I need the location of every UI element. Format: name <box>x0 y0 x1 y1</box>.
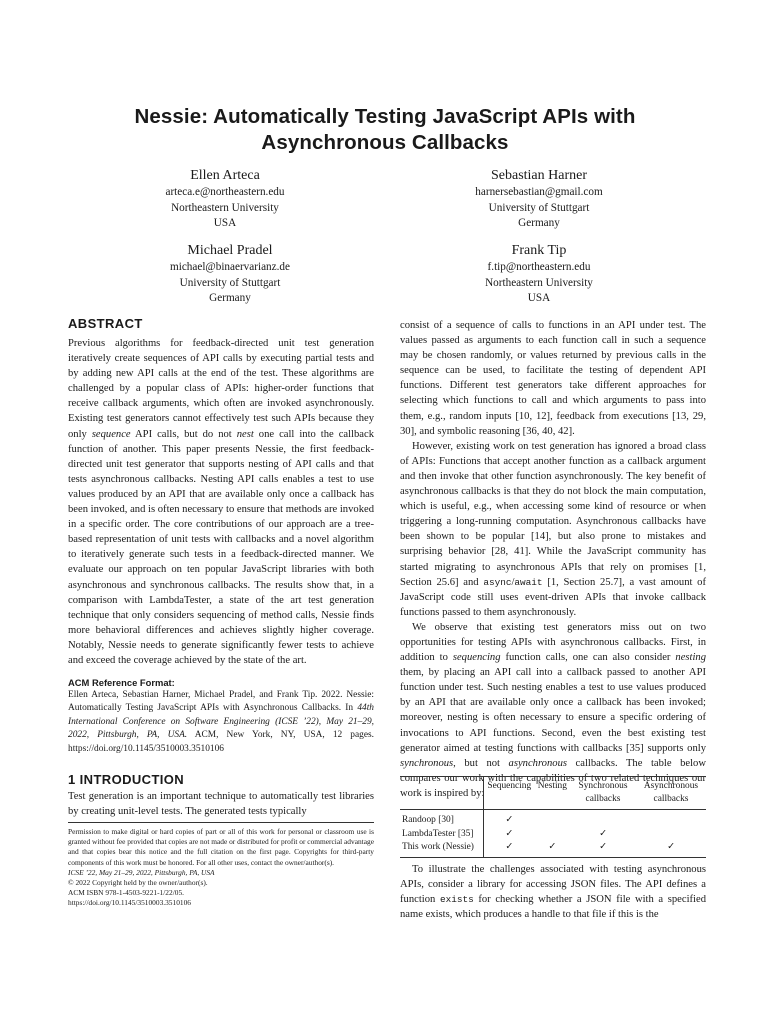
author-name: Michael Pradel <box>187 243 273 258</box>
isbn-line: ACM ISBN 978-1-4503-9221-1/22/05. <box>68 888 184 898</box>
table-cell: ✓ <box>636 841 706 857</box>
author-email[interactable]: arteca.e@northeastern.edu <box>165 186 285 198</box>
table-cell: ✓ <box>535 841 570 857</box>
table-cell: ✓ <box>505 815 514 825</box>
author-block-2 <box>409 167 669 232</box>
table-row <box>400 810 706 828</box>
author-email[interactable]: michael@binaervarianz.de <box>170 261 290 273</box>
table-cell: ✓ <box>599 828 607 839</box>
table-header: Sequencing <box>483 777 534 810</box>
left-column <box>68 316 374 819</box>
body-paragraph: consist of a sequence of calls to functions in an API under test. The values passed as arguments to each function call in such a sequence may be chosen randomly, or values returned by previous calls in the sequence can be used, to facilitate the testing of dependent API functions. Different test generators take different approaches for selecting which functions to call and which arguments to pass into them, e.g., random inputs [10, 12], feedback from executions [13, 29, 30], and symbolic reasoning [36, 40, 42]. <box>400 320 706 437</box>
table-cell <box>636 810 706 828</box>
copyright-footnote <box>68 822 374 909</box>
table-header: Nesting <box>535 777 570 810</box>
table-cell <box>535 810 570 828</box>
table-header: Asynchronous callbacks <box>636 777 706 810</box>
table-cell: ✓ <box>505 828 514 839</box>
author-block-4 <box>409 242 669 307</box>
introduction-text: Test generation is an important technique to automatically test libraries by creating unit-level tests. The generated tests typically <box>68 791 374 818</box>
author-affiliation: Northeastern University <box>171 201 279 214</box>
body-paragraph: However, existing work on test generation has ignored a broad class of APIs: Functions that accept another function as a callback argument and then invoke that other function asynchronously. The key benefit of asynchronous callbacks is that they do not block the main computation, which is useful, e.g., when accessing some kind of resource or when triggering a long-running computation. Asynchronous callbacks have been shown to be popular [14], but also prone to mistakes and surprising behavior [28, 41]. While the JavaScript community has started migrating to asynchronous APIs that rely on promises [1, Section 25.6] and async/await [1, Section 25.7], a vast amount of JavaScript code still uses event-driven APIs that invoke callback functions passed to them asynchronously. <box>400 440 706 618</box>
row-label: This work (Nessie) <box>400 841 483 857</box>
table-header-blank <box>400 777 483 810</box>
table-cell <box>570 810 636 828</box>
table-row <box>400 841 706 857</box>
table-cell: ✓ <box>570 841 636 857</box>
conference-line: ICSE ’22, May 21–29, 2022, Pittsburgh, PA, USA <box>68 867 215 877</box>
copyright-line: © 2022 Copyright held by the owner/author(s). <box>68 878 208 888</box>
permission-notice: Permission to make digital or hard copies of part or all of this work for personal or classroom use is granted without fee provided that copies are not made or distributed for profit or commercial advantage and that copies bear this notice and the full citation on the first page. Copyrights for third-party components of this work must be honored. For all other uses, contact the owner/author(s). <box>68 827 374 867</box>
table-cell <box>636 828 706 842</box>
author-email[interactable]: f.tip@northeastern.edu <box>487 261 591 273</box>
introduction-heading: 1 INTRODUCTION <box>68 772 185 788</box>
author-country: USA <box>527 292 551 305</box>
table-cell: ✓ <box>483 841 534 857</box>
row-label: Randoop [30] <box>400 810 483 828</box>
row-label: LambdaTester [35] <box>400 828 483 842</box>
author-affiliation: University of Stuttgart <box>488 201 590 214</box>
right-column <box>400 318 706 801</box>
abstract-heading: ABSTRACT <box>68 316 143 331</box>
doi-link[interactable]: https://doi.org/10.1145/3510003.3510106 <box>68 898 191 908</box>
author-name: Ellen Arteca <box>190 168 260 183</box>
paper-title <box>0 104 770 156</box>
comparison-table <box>400 776 706 858</box>
author-country: Germany <box>518 217 560 230</box>
table-header: Synchronous callbacks <box>570 777 636 810</box>
table-cell <box>535 828 570 842</box>
author-block-3 <box>100 242 360 307</box>
author-country: USA <box>213 217 237 230</box>
author-country: Germany <box>209 292 251 305</box>
author-name: Frank Tip <box>511 243 567 258</box>
body-paragraph: To illustrate the challenges associated with testing asynchronous APIs, consider a library for accessing JSON files. The API defines a function exists for checking whether a JSON file with a specified name exists, which produces a handle to that file if this is the <box>400 864 706 921</box>
author-block-1 <box>95 167 355 232</box>
author-email[interactable]: harnersebastian@gmail.com <box>475 186 603 198</box>
abstract-text: Previous algorithms for feedback-directed unit test generation iteratively create sequences of API calls by executing partial tests and by adding new API calls at the end of the test. These algorithms are challenged by a popular class of APIs: higher-order functions that receive callback arguments, which often are invoked asynchronously. Existing test generators cannot effectively test such APIs because they only sequence API calls, but do not nest one call into the callback function of another. This paper presents Nessie, the first feedback-directed unit test generator that supports nesting of API calls and that tests asynchronous callbacks. Nesting API calls enables a test to use values produced by an API that are available only once a callback has been invoked, and is often necessary to ensure that methods are invoked in a specific order. The core contributions of our approach are a tree-based representation of unit tests with callbacks and a novel algorithm to iteratively generate such tests in a feedback-directed manner. We evaluate our approach on ten popular JavaScript libraries with both asynchronous and synchronous callbacks. The results show that, in a comparison with LambdaTester, a state of the art test generation technique that only considers sequencing of method calls, Nessie finds more behavioral differences and achieves slightly higher coverage. Notably, Nessie needs to generate significantly fewer tests to achieve and exceed the coverage achieved by the state of the art. <box>68 338 374 666</box>
reference-format-text: Ellen Arteca, Sebastian Harner, Michael Pradel, and Frank Tip. 2022. Nessie: Automatically Testing JavaScript APIs with Asynchronous Callbacks. In 44th International Conference on Software Engineering (ICSE ’22), May 21–29, 2022, Pittsburgh, PA, USA. ACM, New York, NY, USA, 12 pages. https://doi.org/10.1145/3510003.3510106 <box>68 690 374 754</box>
author-name: Sebastian Harner <box>490 168 588 183</box>
author-affiliation: Northeastern University <box>485 276 593 289</box>
reference-format-heading: ACM Reference Format: <box>68 677 175 689</box>
table-row <box>400 828 706 842</box>
author-affiliation: University of Stuttgart <box>179 276 281 289</box>
body-paragraph: We observe that existing test generators miss out on two opportunities for testing APIs with asynchronous callbacks. First, in addition to sequencing function calls, one can also consider nesting them, by placing an API call into a callback passed to another API function under test. Such nesting enables a test to use values produced by an API that are available only once a callback has been invoked; moreover, nesting is often necessary to ensure a specific ordering of invocations to API functions. Second, even the best existing test generator aimed at testing functions with callbacks [35] supports only synchronous, but not asynchronous callbacks. The table below compares our work with the capabilities of two related techniques our work is inspired by: <box>400 621 706 799</box>
title-line-2: Asynchronous Callbacks <box>261 131 509 154</box>
title-line-1: Nessie: Automatically Testing JavaScript APIs with <box>134 105 636 128</box>
right-column-continued <box>400 862 706 922</box>
